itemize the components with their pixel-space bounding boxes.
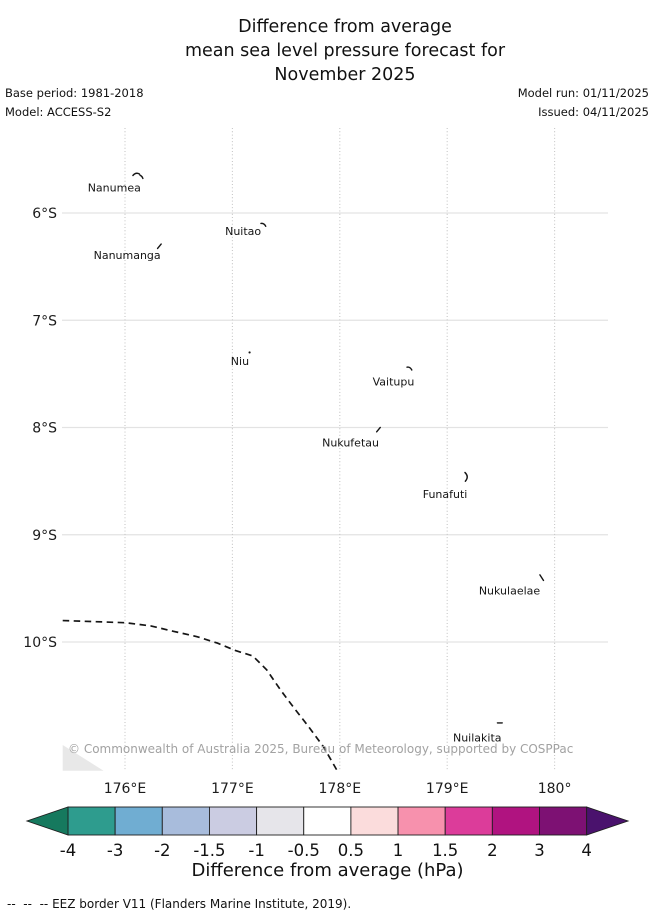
island-label-funafuti: Funafuti — [422, 487, 468, 501]
eez-footnote — [7, 897, 351, 911]
colorbar-tick-2: 2 — [487, 841, 498, 860]
lon-tick-label-176-e: 176°E — [103, 781, 147, 797]
colorbar-segment-9 — [492, 807, 539, 835]
colorbar-tick-0-5: 0.5 — [337, 841, 365, 860]
colorbar-segment-4 — [257, 807, 304, 835]
colorbar-tick-1-5: 1.5 — [432, 841, 459, 860]
island-label-nanumea: Nanumea — [87, 181, 141, 195]
lat-tick-label-9-s: 9°S — [32, 527, 57, 544]
colorbar-tick--0-5: -0.5 — [287, 841, 320, 860]
colorbar-tick--1-5: -1.5 — [193, 841, 226, 860]
island-marker-nukufetau — [377, 427, 381, 431]
colorbar-segment-10 — [540, 807, 587, 835]
title-line-2: mean sea level pressure forecast for — [184, 41, 506, 61]
issued-label: Issued: 04/11/2025 — [538, 105, 649, 119]
island-label-nukulaelae: Nukulaelae — [478, 584, 541, 598]
colorbar-segment-7 — [398, 807, 445, 835]
colorbar-segment-1 — [115, 807, 162, 835]
lon-tick-label-178-e: 178°E — [318, 781, 362, 797]
lat-tick-label-8-s: 8°S — [32, 420, 57, 437]
island-marker-vaitupu — [407, 367, 412, 370]
lat-tick-label-7-s: 7°S — [32, 313, 57, 330]
colorbar-label: Difference from average (hPa) — [191, 860, 464, 881]
island-label-nukufetau: Nukufetau — [322, 436, 379, 450]
colorbar-segment-8 — [445, 807, 492, 835]
colorbar-over-arrow — [587, 807, 628, 835]
colorbar-segment-6 — [351, 807, 398, 835]
island-marker-nuitao — [261, 223, 266, 226]
island-label-niu: Niu — [230, 355, 250, 369]
model-run-label: Model run: 01/11/2025 — [517, 86, 649, 100]
colorbar-tick-3: 3 — [534, 841, 545, 860]
colorbar-tick--4: -4 — [59, 841, 77, 860]
colorbar-tick--3: -3 — [106, 841, 124, 860]
eez-dash-symbol: -- -- -- — [7, 897, 53, 911]
island-marker-nanumanga — [158, 244, 162, 248]
model-label: Model: ACCESS-S2 — [5, 105, 112, 119]
colorbar-segment-3 — [209, 807, 256, 835]
colorbar-tick-1: 1 — [392, 841, 404, 860]
eez-footnote-text: EEZ border V11 (Flanders Marine Institute, 2019). — [52, 897, 352, 911]
colorbar-tick--2: -2 — [154, 841, 171, 860]
colorbar-under-arrow — [27, 807, 68, 835]
island-marker-nukulaelae — [540, 575, 544, 581]
lon-tick-label-180-: 180° — [537, 781, 572, 797]
lon-tick-label-179-e: 179°E — [425, 781, 469, 797]
title-line-1: Difference from average — [238, 17, 452, 37]
colorbar-segment-0 — [68, 807, 115, 835]
island-marker-niu — [248, 351, 250, 353]
lon-tick-label-177-e: 177°E — [211, 781, 254, 797]
island-label-nanumanga: Nanumanga — [93, 248, 161, 262]
colorbar-tick-4: 4 — [581, 841, 592, 860]
island-marker-nanumea — [133, 173, 143, 178]
colorbar-segment-2 — [162, 807, 209, 835]
copyright-note: © Commonwealth of Australia 2025, Bureau of Meteorology, supported by COSPPac — [68, 742, 574, 756]
title-line-3: November 2025 — [274, 65, 416, 85]
island-label-nuilakita: Nuilakita — [452, 731, 502, 745]
lat-tick-label-6-s: 6°S — [32, 206, 57, 222]
island-marker-funafuti — [465, 472, 467, 481]
island-label-vaitupu: Vaitupu — [372, 375, 415, 389]
island-label-nuitao: Nuitao — [225, 225, 262, 239]
colorbar-tick--1: -1 — [248, 841, 265, 860]
lat-tick-label-10-s: 10°S — [23, 635, 57, 651]
colorbar-segment-5 — [304, 807, 351, 835]
base-period-label: Base period: 1981-2018 — [5, 86, 144, 100]
